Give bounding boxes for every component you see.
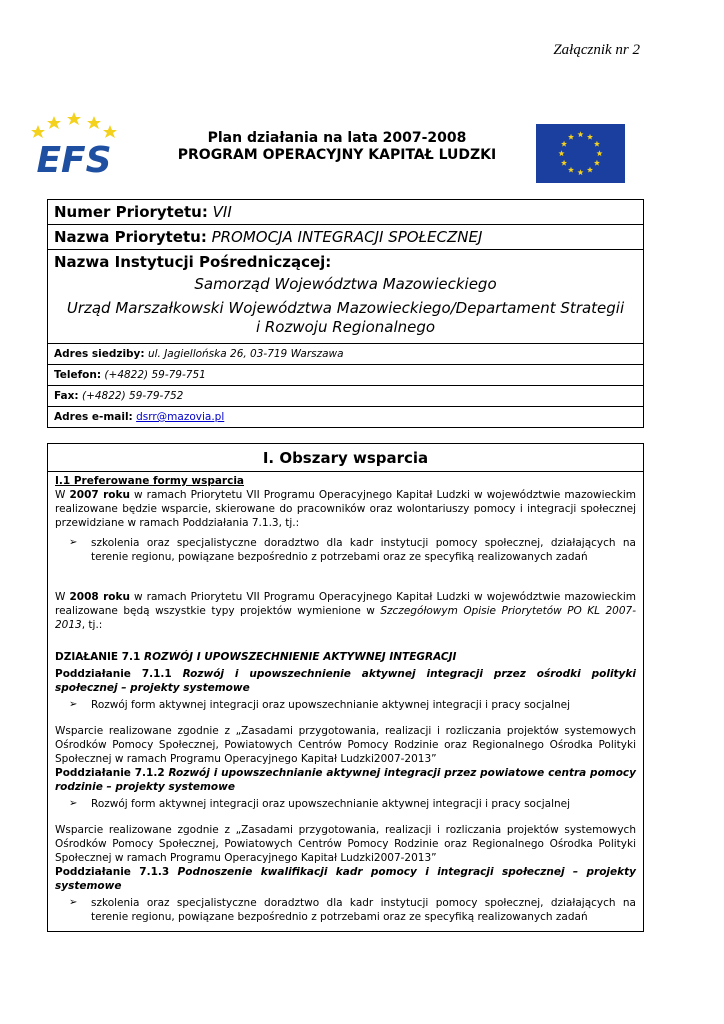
bullet-arrow-icon: ➢ xyxy=(69,699,78,710)
priority-number-label: Numer Priorytetu: xyxy=(54,203,208,221)
subaction-2-note: Wsparcie realizowane zgodnie z „Zasadami przygotowania, realizacji i rozliczania projektów systemowych Ośrodków Pomocy Społecznej, Powiatowych Centrów Pomocy Rodzinie oraz Regionalnego Ośrodka Polityki Społecznej w ramach Programu Operacyjnego Kapitał Ludzki2007-2013” xyxy=(55,824,636,864)
document-title xyxy=(140,130,534,164)
institution-label: Nazwa Instytucji Pośredniczącej: xyxy=(54,253,332,271)
subaction-2-heading: Poddziałanie 7.1.2 Rozwój i upowszechnianie aktywnej integracji przez powiatowe centra pomocy rodzinie – projekty systemowe xyxy=(55,767,637,793)
list-item: ➢ szkolenia oraz specjalistyczne doradztwo dla kadr instytucji pomocy społecznej, działających na terenie regionu, powiązane bezpośrednio z potrzebami oraz ze specyfiką realizowanych zadań xyxy=(69,537,636,563)
list-item: ➢ szkolenia oraz specjalistyczne doradztwo dla kadr instytucji pomocy społecznej, działających na terenie regionu, powiązane bezpośrednio z potrzebami oraz ze specyfiką realizowanych zadań xyxy=(69,897,636,923)
institution-line-3: i Rozwoju Regionalnego xyxy=(255,318,436,336)
priority-number-value: VII xyxy=(212,203,232,221)
priority-name-row xyxy=(48,225,643,250)
subheading: I.1 Preferowane formy wsparcia xyxy=(55,475,245,487)
efs-logo-text: EFS xyxy=(36,140,112,180)
institution-line-2: Urząd Marszałkowski Województwa Mazowieckiego/Departament Strategii xyxy=(66,299,625,317)
support-areas-box xyxy=(47,443,644,932)
section-title: I. Obszary wsparcia xyxy=(48,444,643,472)
address-value: ul. Jagiellońska 26, 03-719 Warszawa xyxy=(147,348,344,360)
list-item: ➢ Rozwój form aktywnej integracji oraz upowszechnianie aktywnej integracji i pracy socjalnej xyxy=(69,699,571,711)
paragraph-2008: W 2008 roku w ramach Priorytetu VII Programu Operacyjnego Kapitał Ludzki w województwie mazowieckim realizowane będą wszystkie typy projektów wymienione w Szczegółowym Opisie Priorytetów PO KL 2007-2013, tj.: xyxy=(55,591,636,631)
institution-line-1: Samorząd Województwa Mazowieckiego xyxy=(194,275,497,293)
efs-logo xyxy=(26,110,122,180)
bullet-arrow-icon: ➢ xyxy=(69,798,78,809)
bullet-arrow-icon: ➢ xyxy=(69,537,78,548)
institution-row xyxy=(48,250,643,344)
paragraph-2007: W 2007 roku w ramach Priorytetu VII Programu Operacyjnego Kapitał Ludzki w województwie mazowieckim realizowane będzie wsparcie, skierowane do pracowników oraz wolontariuszy pomocy i integracji społecznej przewidziane w ramach Poddziałania 7.1.3, tj.: xyxy=(55,489,636,529)
address-label: Adres siedziby: xyxy=(54,348,145,360)
subaction-3-heading: Poddziałanie 7.1.3 Podnoszenie kwalifikacji kadr pomocy i integracji społecznej – projekty systemowe xyxy=(55,866,636,892)
fax-value: (+4822) 59-79-752 xyxy=(81,390,184,402)
fax-label: Fax: xyxy=(54,390,79,402)
title-line-1: Plan działania na lata 2007-2008 xyxy=(207,130,467,146)
priority-name-value: PROMOCJA INTEGRACJI SPOŁECZNEJ xyxy=(211,228,483,246)
bullet-arrow-icon: ➢ xyxy=(69,897,78,908)
phone-row xyxy=(48,365,643,386)
attachment-label: Załącznik nr 2 xyxy=(553,42,640,58)
eu-flag-icon xyxy=(536,124,625,183)
email-row xyxy=(48,407,643,427)
section-content xyxy=(48,472,643,926)
fax-row xyxy=(48,386,643,407)
address-row xyxy=(48,344,643,365)
priority-info-box xyxy=(47,199,644,428)
subaction-1-note: Wsparcie realizowane zgodnie z „Zasadami przygotowania, realizacji i rozliczania projektów systemowych Ośrodków Pomocy Społecznej, Powiatowych Centrów Pomocy Rodzinie oraz Regionalnego Ośrodka Polityki Społecznej w ramach Programu Operacyjnego Kapitał Ludzki2007-2013” xyxy=(55,725,636,765)
email-label: Adres e-mail: xyxy=(54,411,133,423)
action-heading: DZIAŁANIE 7.1 ROZWÓJ I UPOWSZECHNIENIE AKTYWNEJ INTEGRACJI xyxy=(55,651,457,663)
phone-value: (+4822) 59-79-751 xyxy=(104,369,206,381)
priority-number-row xyxy=(48,200,643,225)
title-line-2: PROGRAM OPERACYJNY KAPITAŁ LUDZKI xyxy=(177,147,497,163)
list-item: ➢ Rozwój form aktywnej integracji oraz upowszechnianie aktywnej integracji i pracy socjalnej xyxy=(69,798,571,810)
email-link[interactable]: dsrr@mazovia.pl xyxy=(136,411,225,423)
priority-name-label: Nazwa Priorytetu: xyxy=(54,228,207,246)
subaction-1-heading: Poddziałanie 7.1.1 Rozwój i upowszechnienie aktywnej integracji przez ośrodki polityki społecznej – projekty systemowe xyxy=(55,668,636,694)
phone-label: Telefon: xyxy=(54,369,102,381)
